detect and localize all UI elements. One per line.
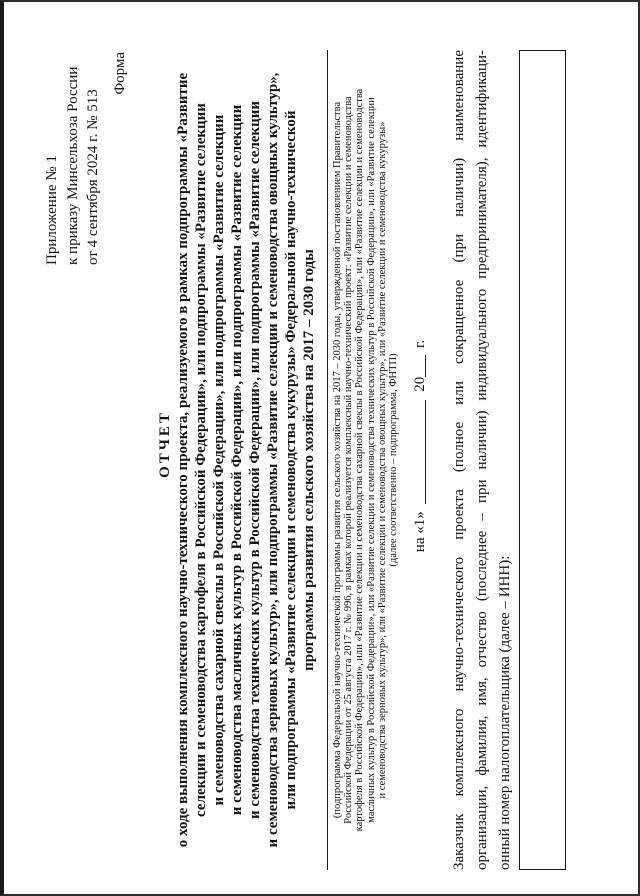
report-title: ОТЧЕТ: [157, 410, 173, 478]
date-prefix: на «1»: [412, 511, 428, 553]
report-subtitle-line: селекции и семеноводства картофеля в Российской Федерации», или подпрограммы «Развитие селекции: [193, 103, 209, 817]
subprogram-caption-line: и семеноводства зерновых культур», или «Развитие селекции и семеноводства овощных культур», или «Развитие селекции и семеноводства кукурузы»: [376, 121, 388, 799]
report-subtitle-line: и семеноводства технических культур в Российской Федерации», или подпрограммы «Развитие селекции: [247, 100, 263, 820]
subprogram-caption-line: Российской Федерации от 25 августа 2017 г. № 996, в рамках которой реализуется комплексный научно-технический проект: «Развитие селекции и семеноводства: [343, 96, 355, 824]
customer-label: [448, 50, 517, 870]
report-subtitle-line: и семеноводства масличных культур в Российской Федерации», или подпрограммы «Развитие селекции: [229, 104, 245, 816]
report-subtitle-line: или подпрограммы «Развитие селекции и семеноводства кукурузы» Федеральной научно-технической: [283, 110, 299, 810]
appendix-block: [42, 67, 104, 265]
report-subtitle-line: и семеноводства зерновых культур», или подпрограммы «Развитие селекции и семеноводства овощных культур»,: [265, 72, 281, 848]
customer-label-line: онный номер налогоплательщика (далее – ИНН):: [497, 555, 513, 870]
appendix-date: от 4 сентября 2024 г. № 513: [85, 89, 101, 265]
form-label: Форма: [112, 52, 128, 95]
customer-label-line: организации, фамилия, имя, отчество (последнее – при наличии) индивидуального предпринимателя), идентификаци-: [474, 50, 490, 870]
subprogram-caption-line: (далее соответственно – подпрограмма, ФНТП): [388, 353, 400, 567]
subprogram-caption-line: масличных культур в Российской Федерации», или «Развитие селекции и семеноводства технических культур в Российской Федерации», или «Развитие селекции: [365, 97, 377, 823]
report-subtitle-line: о ходе выполнения комплексного научно-технического проекта, реализуемого в рамках подпрограммы «Развитие: [175, 72, 191, 848]
report-date-line: [410, 50, 430, 870]
report-subtitle-line: и семеноводства сахарной свеклы в Российской Федерации», или подпрограммы «Развитие селекции: [211, 114, 227, 806]
customer-name-box: [519, 50, 566, 870]
report-subtitle: [174, 50, 318, 870]
appendix-label: Приложение № 1: [44, 155, 60, 265]
report-subtitle-line: программы развития сельского хозяйства на 2017 – 2030 годы: [301, 249, 317, 671]
date-year-blank: [410, 355, 426, 377]
subprogram-caption-line: (подпрограмма Федеральной научно-технической программы развития сельского хозяйства на 2017 – 2030 годы, утвержденной постановлением Правительства: [332, 101, 343, 819]
appendix-order: к приказу Минсельхоза России: [64, 66, 81, 265]
customer-label-line: Заказчик комплексного научно-технического проекта (полное или сокращенное (при наличии) наименование: [451, 50, 467, 870]
subprogram-caption: [332, 50, 399, 870]
subprogram-fill-line: [327, 50, 328, 870]
date-suffix: г.: [412, 339, 428, 349]
date-month-blank: [410, 400, 426, 504]
subprogram-caption-line: картофеля в Российской Федерации», или «Развитие селекции и семеноводства сахарной свеклы в Российской Федерации», или «Развитие селекции и семеноводства: [354, 88, 366, 832]
date-year-prefix: 20: [412, 376, 428, 392]
